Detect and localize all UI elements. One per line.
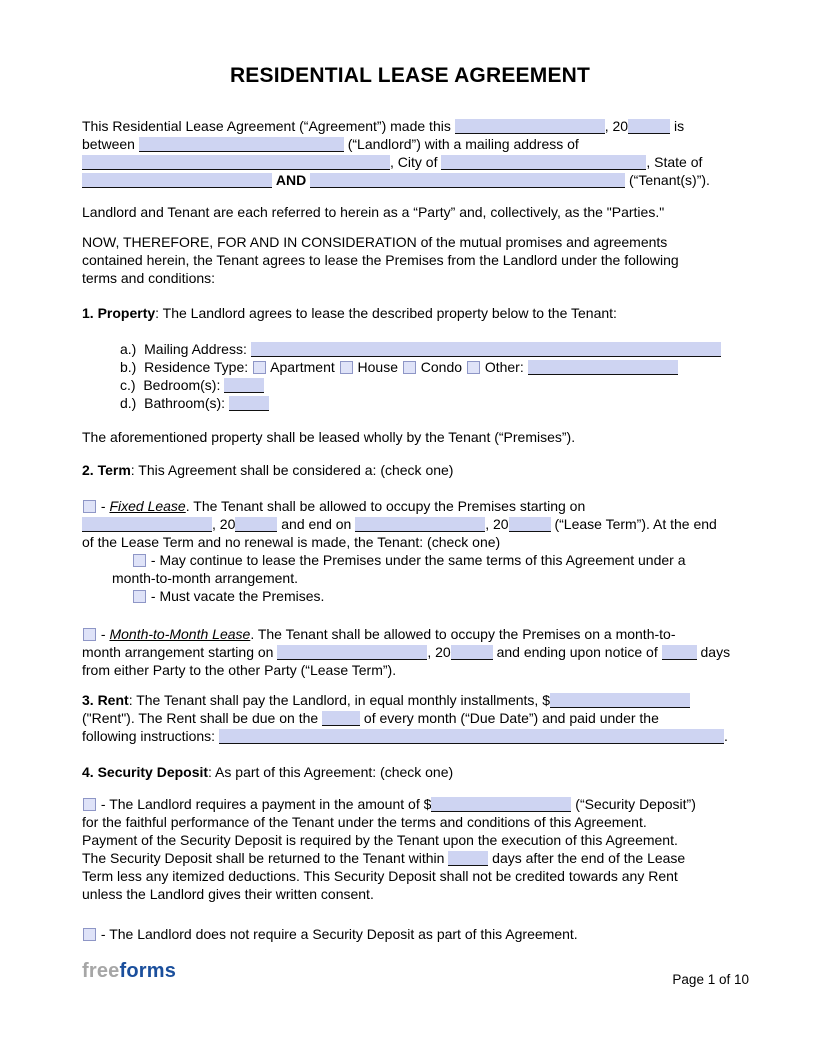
text-run: Apartment (267, 359, 339, 375)
text-run: NOW, THEREFORE, FOR AND IN CONSIDERATION of the mutual promises and agreements (82, 234, 668, 250)
no-security-deposit-checkbox[interactable] (83, 928, 96, 941)
fixed-end-year-field[interactable] (509, 517, 551, 532)
text-run: . (723, 728, 728, 744)
text-run: 4. Security Deposit (82, 764, 209, 780)
house-checkbox[interactable] (340, 361, 353, 374)
text-run: : The Tenant shall pay the Landlord, in equal monthly installments, $ (128, 692, 550, 708)
condo-checkbox[interactable] (403, 361, 416, 374)
text-run: , 20 (485, 516, 509, 532)
text-run: : As part of this Agreement: (check one) (208, 764, 454, 780)
text-run: month-to-month arrangement. (112, 570, 298, 586)
parties-paragraph (82, 203, 738, 221)
logo-forms-text: forms (119, 960, 177, 982)
text-run: of every month (“Due Date”) and paid under the (360, 710, 659, 726)
fixed-start-date-field[interactable] (82, 517, 212, 532)
landlord-street-address-field[interactable] (82, 155, 390, 170)
property-item-bathrooms (120, 394, 738, 412)
text-run: Term less any itemized deductions. This Security Deposit shall not be credited towards any Rent (82, 868, 678, 884)
text-run: ("Rent"). The Rent shall be due on the (82, 710, 323, 726)
deposit-return-days-field[interactable] (448, 851, 488, 866)
fixed-lease-checkbox[interactable] (83, 500, 96, 513)
fixed-lease-paragraph (82, 497, 738, 551)
section-3-rent-paragraph (82, 691, 738, 745)
text-run: , City of (390, 154, 442, 170)
mtm-start-date-field[interactable] (277, 645, 427, 660)
text-run: terms and conditions: (82, 270, 216, 286)
text-run: unless the Landlord gives their written consent. (82, 886, 374, 902)
security-deposit-not-required-paragraph (82, 925, 738, 943)
agreement-year-field[interactable] (628, 119, 670, 134)
document-content (82, 63, 738, 943)
mtm-start-year-field[interactable] (451, 645, 493, 660)
security-deposit-required-paragraph (82, 795, 738, 903)
month-to-month-checkbox[interactable] (83, 628, 96, 641)
section-4-security-deposit-heading (82, 763, 738, 781)
must-vacate-checkbox[interactable] (133, 590, 146, 603)
payment-instructions-field[interactable] (219, 729, 724, 744)
text-run: Other: (480, 359, 528, 375)
property-item-bedrooms (120, 376, 738, 394)
text-run: following instructions: (82, 728, 219, 744)
text-run: , 20 (604, 118, 629, 134)
text-run: Condo (416, 359, 466, 375)
text-run: - The Landlord requires a payment in the amount of $ (97, 796, 432, 812)
text-run: 1. Property (82, 305, 156, 321)
fixed-start-year-field[interactable] (235, 517, 277, 532)
text-run: - May continue to lease the Premises under the same terms of this Agreement under a (147, 552, 686, 568)
text-run: month arrangement starting on (82, 644, 278, 660)
text-run: and end on (277, 516, 356, 532)
landlord-name-field[interactable] (139, 137, 344, 152)
text-run: b.) Residence Type: (120, 359, 253, 375)
intro-paragraph (82, 117, 738, 189)
text-run: (“Tenant(s)”). (625, 172, 710, 188)
text-run: from either Party to the other Party (“Lease Term”). (82, 662, 397, 678)
text-run: , State of (646, 154, 703, 170)
agreement-date-field[interactable] (455, 119, 605, 134)
bedrooms-field[interactable] (224, 378, 264, 393)
property-items (120, 340, 738, 412)
text-run: (“Lease Term”). At the end (550, 516, 717, 532)
text-run: of the Lease Term and no renewal is made, the Tenant: (check one) (82, 534, 501, 550)
text-run: Month-to-Month Lease (109, 626, 251, 642)
text-run: . The Tenant shall be allowed to occupy the Premises starting on (185, 498, 586, 514)
text-run: days (696, 644, 731, 660)
text-run: a.) Mailing Address: (120, 341, 251, 357)
notice-days-field[interactable] (662, 645, 697, 660)
text-run: - Must vacate the Premises. (147, 588, 325, 604)
text-run: - (97, 626, 110, 642)
text-run: The aforementioned property shall be leased wholly by the Tenant (“Premises”). (82, 429, 576, 445)
text-run: Landlord and Tenant are each referred to herein as a “Party” and, collectively, as the "Parties." (82, 204, 665, 220)
tenant-names-field[interactable] (310, 173, 625, 188)
section-1-property-heading (82, 304, 738, 322)
fixed-lease-option-vacate (112, 587, 738, 605)
text-run: days after the end of the Lease (488, 850, 686, 866)
property-item-mailing-address (120, 340, 738, 358)
rent-amount-field[interactable] (550, 693, 690, 708)
text-run: for the faithful performance of the Tenant under the terms and conditions of this Agreement. (82, 814, 647, 830)
text-run: House (353, 359, 402, 375)
page-number: Page 1 of 10 (672, 972, 749, 987)
text-run: c.) Bedroom(s): (120, 377, 225, 393)
text-run: d.) Bathroom(s): (120, 395, 229, 411)
continue-month-to-month-checkbox[interactable] (133, 554, 146, 567)
fixed-lease-option-continue (112, 551, 738, 587)
other-residence-type-field[interactable] (528, 360, 678, 375)
text-run: Payment of the Security Deposit is required by the Tenant upon the execution of this Agreement. (82, 832, 678, 848)
text-run: (“Landlord”) with a mailing address of (343, 136, 579, 152)
logo-free-text: free (82, 960, 120, 982)
text-run: - The Landlord does not require a Security Deposit as part of this Agreement. (97, 926, 578, 942)
month-to-month-paragraph (82, 625, 738, 679)
rent-due-day-field[interactable] (322, 711, 360, 726)
text-run: is (670, 118, 685, 134)
section-2-term-heading (82, 461, 738, 479)
text-run: : The Landlord agrees to lease the described property below to the Tenant: (155, 305, 617, 321)
text-run: - (97, 498, 110, 514)
premises-paragraph (82, 428, 738, 446)
text-run: and ending upon notice of (492, 644, 662, 660)
text-run: (“Security Deposit”) (571, 796, 696, 812)
text-run: AND (275, 172, 307, 188)
page-title: RESIDENTIAL LEASE AGREEMENT (229, 64, 591, 87)
text-run: The Security Deposit shall be returned to the Tenant within (82, 850, 449, 866)
text-run: : This Agreement shall be considered a: (check one) (130, 462, 454, 478)
apartment-checkbox[interactable] (253, 361, 266, 374)
text-run: , 20 (427, 644, 451, 660)
bathrooms-field[interactable] (229, 396, 269, 411)
consideration-paragraph (82, 233, 738, 287)
text-run: between (82, 136, 139, 152)
text-run: , 20 (212, 516, 236, 532)
property-mailing-address-field[interactable] (251, 342, 721, 357)
text-run: 2. Term (82, 462, 131, 478)
landlord-city-field[interactable] (441, 155, 646, 170)
text-run: . The Tenant shall be allowed to occupy the Premises on a month-to- (250, 626, 676, 642)
security-deposit-amount-field[interactable] (431, 797, 571, 812)
security-deposit-required-checkbox[interactable] (83, 798, 96, 811)
text-run: 3. Rent (82, 692, 129, 708)
fixed-end-date-field[interactable] (355, 517, 485, 532)
other-checkbox[interactable] (467, 361, 480, 374)
text-run: Fixed Lease (109, 498, 186, 514)
property-item-residence-type (120, 358, 738, 376)
landlord-state-field[interactable] (82, 173, 272, 188)
text-run: This Residential Lease Agreement (“Agreement”) made this (82, 118, 455, 134)
text-run: contained herein, the Tenant agrees to lease the Premises from the Landlord under the following (82, 252, 679, 268)
freeforms-logo (82, 960, 176, 982)
